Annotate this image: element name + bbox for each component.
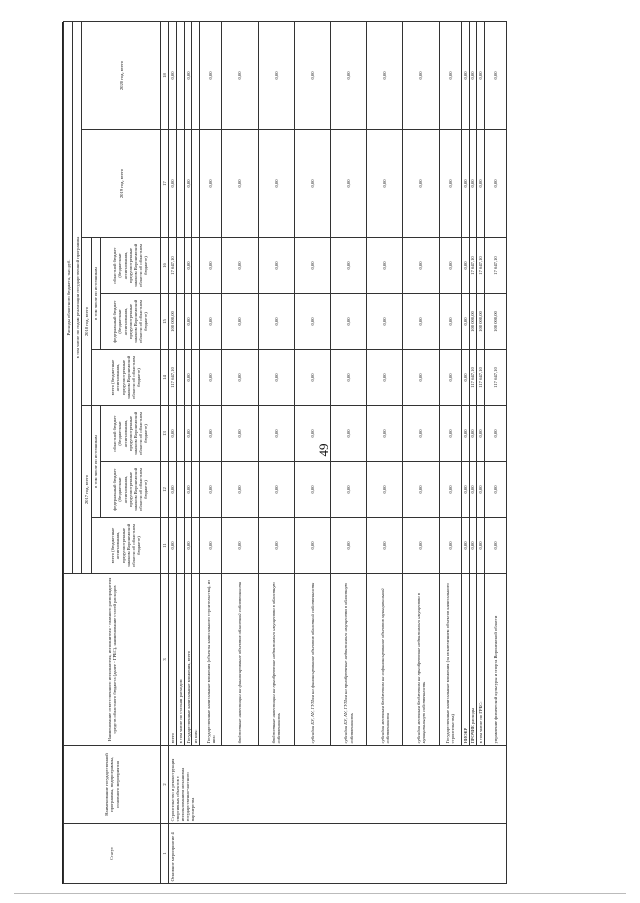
value-cell: 0,00 — [485, 406, 507, 462]
value-cell: 100 000,00 — [485, 294, 507, 350]
value-cell: 0,00 — [367, 238, 403, 294]
value-cell: 0,00 — [367, 518, 403, 574]
value-cell: 0,00 — [258, 130, 294, 238]
value-cell: 0,00 — [477, 518, 485, 574]
value-cell: 0,00 — [294, 21, 330, 129]
value-cell: 0,00 — [184, 518, 192, 574]
status-cell: Основное мероприятие 4 — [169, 824, 507, 884]
value-cell: 0,00 — [258, 406, 294, 462]
value-cell — [176, 350, 184, 406]
value-cell: 0,00 — [222, 406, 258, 462]
value-cell: 17 647,10 — [485, 238, 507, 294]
value-cell: 0,00 — [461, 21, 469, 129]
row-label: Государственные капитальные вложения, всего — [184, 574, 192, 746]
row-label: НИОКР — [461, 574, 469, 746]
header-years-group: в том числе по годам реализации государственной программы — [73, 21, 82, 573]
value-cell: 0,00 — [469, 130, 477, 238]
value-cell: 0,00 — [461, 350, 469, 406]
budget-table-rotated — [63, 22, 499, 884]
value-cell: 0,00 — [403, 350, 439, 406]
value-cell: 0,00 — [439, 294, 461, 350]
header-2017-regional: областной бюджет (бюджетные ассигнования, предусмотренные законом Воронежской области об областном бюджете) — [100, 406, 160, 462]
value-cell: 0,00 — [222, 21, 258, 129]
row-label: управление физической культуры и спорта Воронежской области — [485, 574, 507, 746]
value-cell: 117 647,10 — [485, 350, 507, 406]
col-index-cell: 3 — [160, 574, 168, 746]
value-cell: 0,00 — [439, 350, 461, 406]
value-cell: 0,00 — [367, 130, 403, 238]
value-cell: 0,00 — [258, 462, 294, 518]
value-cell: 0,00 — [477, 130, 485, 238]
page-number: 49 — [316, 443, 331, 457]
value-cell: 0,00 — [169, 518, 177, 574]
value-cell: 0,00 — [367, 406, 403, 462]
header-2018: 2018 год, всего — [82, 238, 91, 406]
value-cell: 0,00 — [403, 21, 439, 129]
value-cell: 0,00 — [439, 238, 461, 294]
value-cell — [192, 21, 200, 129]
row-label: субсидии БУ, АУ, ГУПам на финансирование объектов областной собственности — [294, 574, 330, 746]
value-cell: 0,00 — [331, 518, 367, 574]
value-cell: 0,00 — [184, 21, 192, 129]
value-cell: 0,00 — [439, 518, 461, 574]
header-2020: 2020 год, всего — [82, 21, 161, 129]
col-index-cell: 2 — [160, 746, 168, 824]
value-cell: 17 647,10 — [469, 238, 477, 294]
value-cell: 0,00 — [200, 350, 222, 406]
value-cell: 0,00 — [439, 130, 461, 238]
col-index-cell: 13 — [160, 406, 168, 462]
header-2018-total: всего (бюджетные ассигнования, предусмотренные законом Воронежской области об областном бюджете) — [91, 350, 160, 406]
header-2019: 2019 год, всего — [82, 130, 161, 238]
row-label: в том числе по статьям расходов: — [176, 574, 184, 746]
value-cell: 0,00 — [200, 462, 222, 518]
value-cell: 0,00 — [469, 518, 477, 574]
value-cell: 0,00 — [469, 406, 477, 462]
value-cell: 0,00 — [403, 294, 439, 350]
row-label: субсидии местным бюджетам на приобретение недвижимого имущества в муниципальную собственность — [403, 574, 439, 746]
value-cell: 0,00 — [439, 21, 461, 129]
value-cell: 0,00 — [258, 21, 294, 129]
value-cell: 117 647,10 — [477, 350, 485, 406]
header-2018-sources: в том числе по источникам — [91, 238, 100, 350]
value-cell: 0,00 — [403, 130, 439, 238]
col-index-cell: 12 — [160, 462, 168, 518]
value-cell: 0,00 — [294, 350, 330, 406]
value-cell: 0,00 — [461, 238, 469, 294]
value-cell: 17 647,10 — [477, 238, 485, 294]
col-index-cell: 1 — [160, 824, 168, 884]
value-cell — [192, 130, 200, 238]
value-cell: 0,00 — [477, 21, 485, 129]
value-cell: 0,00 — [294, 462, 330, 518]
value-cell: 0,00 — [485, 518, 507, 574]
col-index-cell: 16 — [160, 238, 168, 294]
value-cell: 0,00 — [461, 130, 469, 238]
value-cell: 0,00 — [439, 462, 461, 518]
budget-table — [63, 21, 507, 884]
value-cell: 0,00 — [222, 130, 258, 238]
value-cell: 0,00 — [403, 462, 439, 518]
value-cell: 0,00 — [184, 406, 192, 462]
value-cell: 100 000,00 — [477, 294, 485, 350]
value-cell: 0,00 — [184, 350, 192, 406]
header-expenses: Расходы областного бюджета, тыс.руб. — [64, 21, 73, 573]
value-cell: 0,00 — [258, 238, 294, 294]
value-cell: 0,00 — [461, 406, 469, 462]
col-index-cell: 14 — [160, 350, 168, 406]
value-cell — [176, 462, 184, 518]
value-cell — [176, 238, 184, 294]
value-cell: 0,00 — [294, 406, 330, 462]
value-cell: 0,00 — [184, 130, 192, 238]
value-cell: 0,00 — [294, 130, 330, 238]
col-index-cell: 18 — [160, 21, 168, 129]
value-cell: 17 647,10 — [169, 238, 177, 294]
col-index-cell: 11 — [160, 518, 168, 574]
value-cell — [192, 350, 200, 406]
value-cell — [192, 462, 200, 518]
row-label: ПРОЧИЕ расходы — [469, 574, 477, 746]
value-cell: 0,00 — [200, 294, 222, 350]
value-cell: 0,00 — [461, 518, 469, 574]
value-cell: 0,00 — [184, 294, 192, 350]
value-cell: 100 000,00 — [169, 294, 177, 350]
program-cell: Строительство и реконструкция спортивных объектов с использованием механизма государственно-частного партнерства — [169, 746, 507, 824]
value-cell: 0,00 — [331, 130, 367, 238]
value-cell: 0,00 — [485, 21, 507, 129]
value-cell: 0,00 — [222, 518, 258, 574]
value-cell: 0,00 — [294, 238, 330, 294]
value-cell: 0,00 — [477, 406, 485, 462]
value-cell: 0,00 — [200, 518, 222, 574]
budget-table-container — [62, 22, 499, 884]
value-cell: 0,00 — [477, 462, 485, 518]
value-cell: 0,00 — [200, 406, 222, 462]
value-cell: 0,00 — [469, 21, 477, 129]
value-cell: 0,00 — [331, 462, 367, 518]
value-cell: 0,00 — [258, 518, 294, 574]
value-cell: 0,00 — [169, 130, 177, 238]
row-label: субсидии БУ, АУ, ГУПам на приобретение недвижимого имущества в областную собственность — [331, 574, 367, 746]
value-cell — [176, 21, 184, 129]
value-cell: 0,00 — [222, 350, 258, 406]
value-cell: 0,00 — [258, 350, 294, 406]
value-cell: 0,00 — [222, 238, 258, 294]
value-cell — [192, 406, 200, 462]
header-2017: 2017 год, всего — [82, 406, 91, 574]
row-label: в том числе по ГРБС: — [477, 574, 485, 746]
value-cell: 0,00 — [469, 462, 477, 518]
value-cell: 0,00 — [403, 518, 439, 574]
value-cell — [192, 518, 200, 574]
value-cell: 0,00 — [403, 238, 439, 294]
value-cell: 0,00 — [184, 462, 192, 518]
value-cell: 0,00 — [367, 462, 403, 518]
value-cell: 0,00 — [184, 238, 192, 294]
page-bottom-rule — [14, 893, 626, 894]
value-cell: 0,00 — [169, 462, 177, 518]
col-index-cell: 17 — [160, 130, 168, 238]
col-index-cell: 15 — [160, 294, 168, 350]
row-label: бюджетные инвестиции на приобретение недвижимого имущества в областную собственность — [258, 574, 294, 746]
value-cell: 100 000,00 — [469, 294, 477, 350]
value-cell: 117 647,10 — [169, 350, 177, 406]
value-cell — [176, 518, 184, 574]
header-2018-regional: областной бюджет (бюджетные ассигнования, предусмотренные законом Воронежской области об областном бюджете) — [100, 238, 160, 294]
value-cell: 0,00 — [169, 21, 177, 129]
row-label: бюджетные инвестиции на финансирование объектов областной собственности — [222, 574, 258, 746]
value-cell: 0,00 — [258, 294, 294, 350]
value-cell: 0,00 — [331, 21, 367, 129]
value-cell: 0,00 — [331, 350, 367, 406]
value-cell: 0,00 — [485, 462, 507, 518]
value-cell — [176, 406, 184, 462]
value-cell: 0,00 — [367, 21, 403, 129]
value-cell: 0,00 — [403, 406, 439, 462]
header-status: Статус — [64, 824, 161, 884]
value-cell: 0,00 — [331, 406, 367, 462]
value-cell: 0,00 — [200, 21, 222, 129]
value-cell: 0,00 — [200, 130, 222, 238]
value-cell: 0,00 — [222, 294, 258, 350]
header-2017-sources: в том числе по источникам — [91, 406, 100, 518]
row-label: всего — [169, 574, 177, 746]
value-cell — [176, 294, 184, 350]
value-cell: 0,00 — [461, 462, 469, 518]
value-cell — [176, 130, 184, 238]
row-label: Государственные капитальные вложения (объекты капитального строительства), из них: — [200, 574, 222, 746]
value-cell: 0,00 — [485, 130, 507, 238]
row-label: субсидии местным бюджетам на софинансирование объектов муниципальной собственности — [367, 574, 403, 746]
row-label: Государственные капитальные вложения (за исключением объектов капитального строительства) — [439, 574, 461, 746]
value-cell: 0,00 — [294, 518, 330, 574]
value-cell: 0,00 — [331, 294, 367, 350]
header-2017-federal: федеральный бюджет (бюджетные ассигнования, предусмотренные законом Воронежской области об областном бюджете) — [100, 462, 160, 518]
header-program-name: Наименование государственной программы, подпрограммы, основного мероприятия — [64, 746, 161, 824]
header-2017-total: всего (бюджетные ассигнования, предусмотренные законом Воронежской области об областном бюджете) — [91, 518, 160, 574]
value-cell: 0,00 — [200, 238, 222, 294]
value-cell — [192, 294, 200, 350]
value-cell: 0,00 — [169, 406, 177, 462]
row-label: из них: — [192, 574, 200, 746]
value-cell: 0,00 — [367, 350, 403, 406]
table-row — [169, 21, 177, 883]
value-cell: 117 647,10 — [469, 350, 477, 406]
value-cell: 0,00 — [439, 406, 461, 462]
value-cell: 0,00 — [294, 294, 330, 350]
value-cell: 0,00 — [222, 462, 258, 518]
value-cell: 0,00 — [461, 294, 469, 350]
value-cell: 0,00 — [367, 294, 403, 350]
value-cell: 0,00 — [331, 238, 367, 294]
header-executor-name: Наименование ответственного исполнителя, исполнителя - главного распорядителя средств областного бюджета (далее - ГРБС), наименование статей расходов — [64, 574, 161, 746]
header-2018-federal: федеральный бюджет (бюджетные ассигнования, предусмотренные законом Воронежской области об областном бюджете) — [100, 294, 160, 350]
value-cell — [192, 238, 200, 294]
